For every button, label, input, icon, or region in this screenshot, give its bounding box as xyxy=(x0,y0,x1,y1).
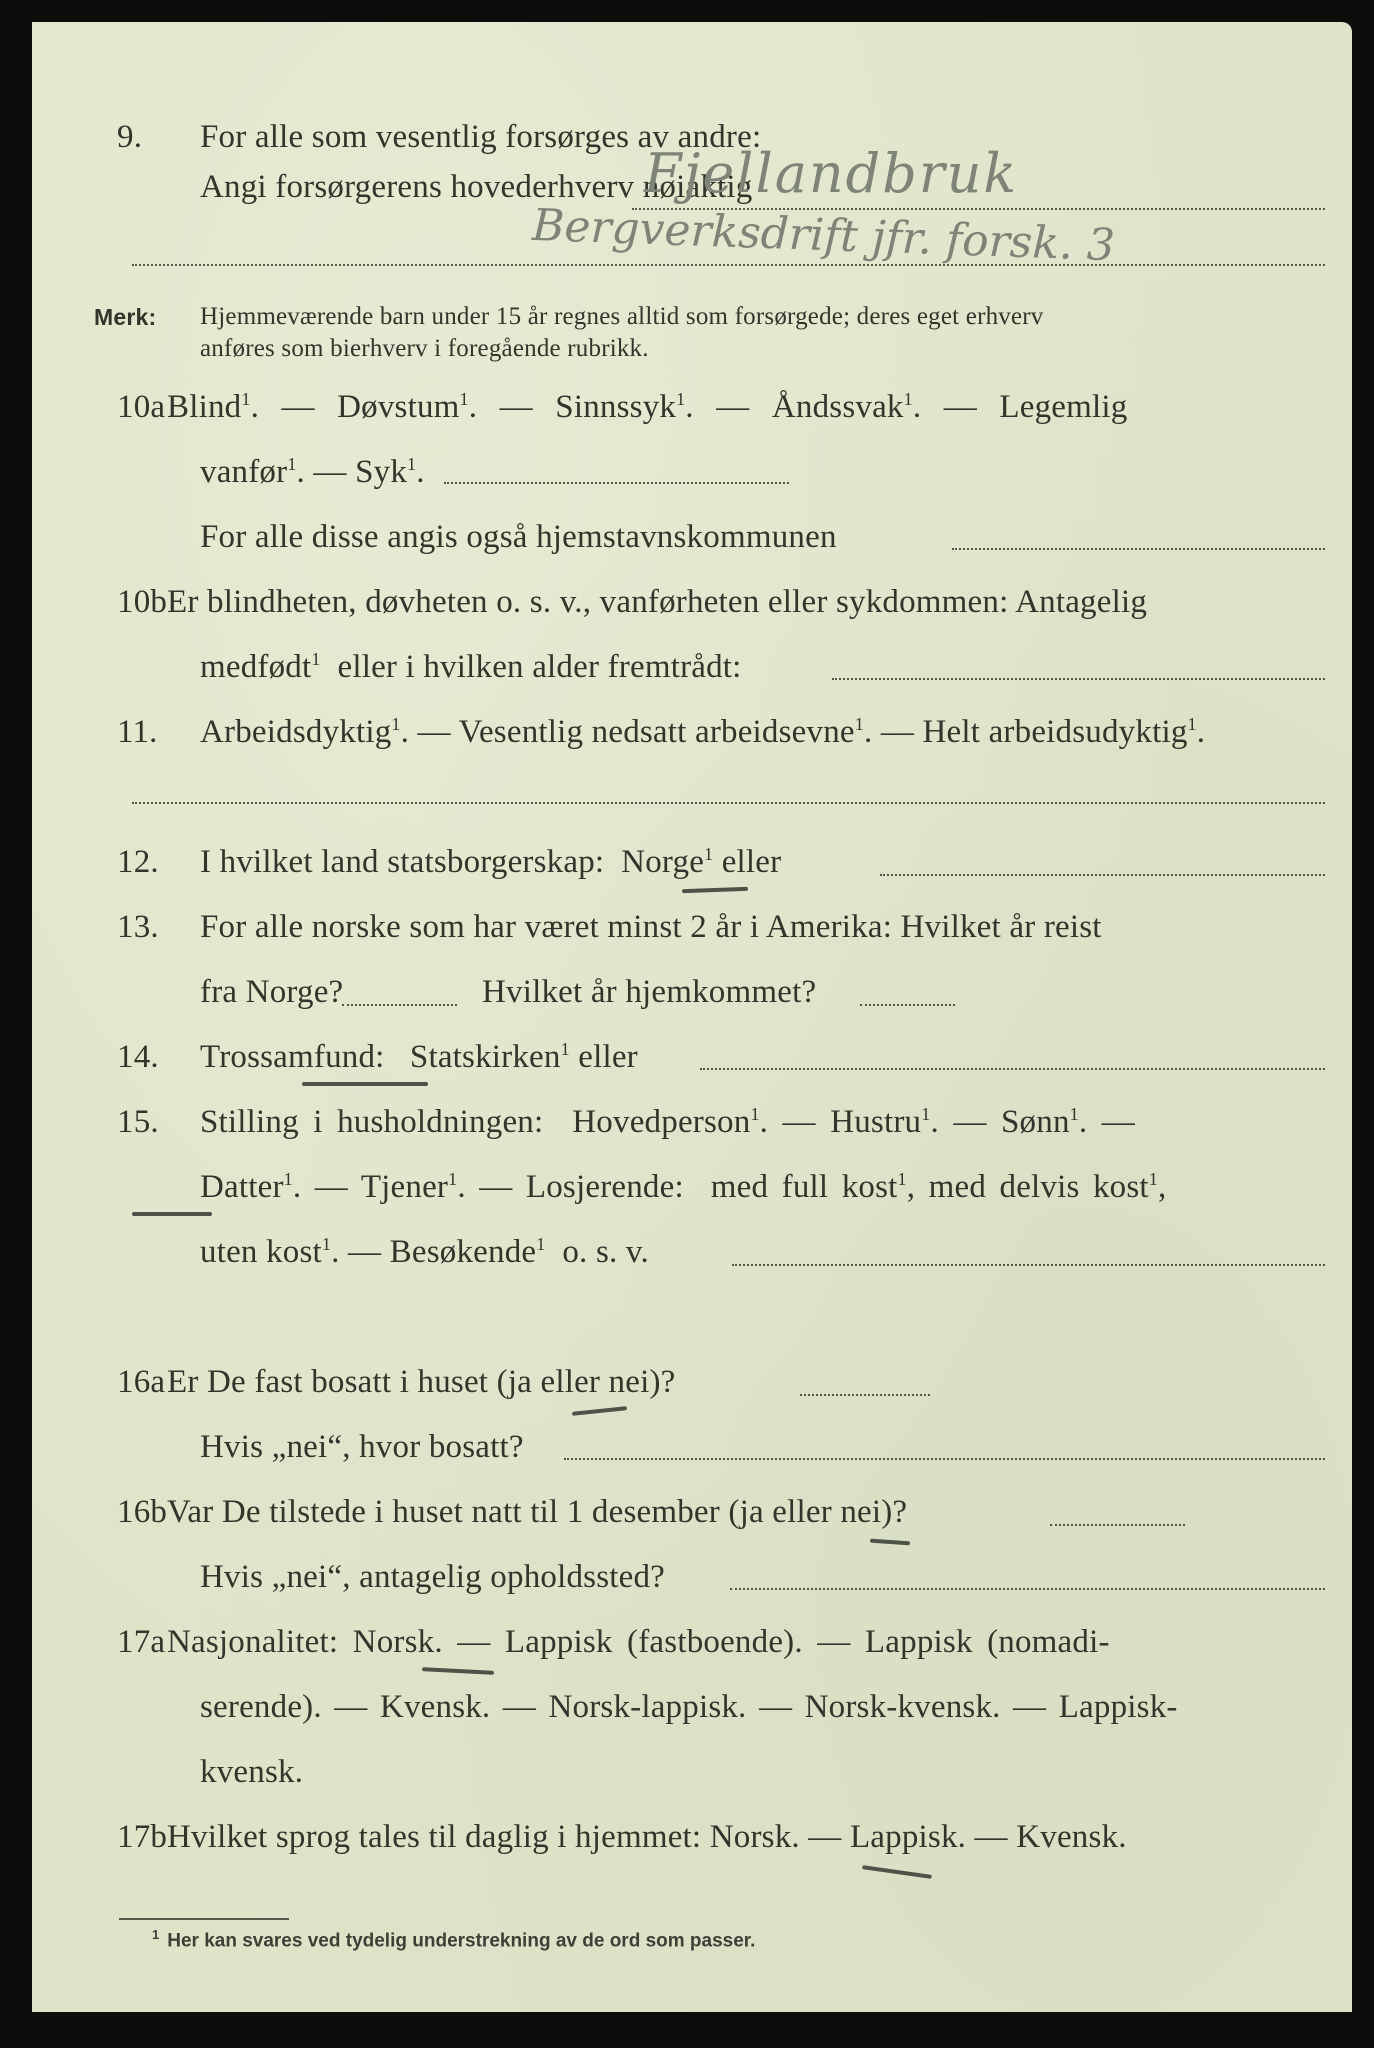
pencil-underline xyxy=(682,887,748,893)
pencil-underline xyxy=(302,1082,428,1086)
footnote-divider xyxy=(119,1918,289,1920)
question-text: Er blindheten, døvheten o. s. v., vanførheten eller sykdommen: Antagelig xyxy=(167,584,1148,620)
question-text: Hvis „nei“, hvor bosatt? xyxy=(200,1429,524,1465)
question-text: vanfør$^1$. — Syk$^1$. xyxy=(200,454,425,490)
answer-line[interactable] xyxy=(952,548,1325,550)
pencil-underline xyxy=(422,1667,494,1675)
answer-line[interactable] xyxy=(800,1394,930,1396)
note-text: Hjemmeværende barn under 15 år regnes alltid som forsørgede; deres eget erhverv xyxy=(200,303,1044,330)
question-text: fra Norge? xyxy=(200,974,344,1010)
question-text: I hvilket land statsborgerskap: Norge$^1$ eller xyxy=(200,844,782,880)
census-form-page xyxy=(32,22,1352,2012)
question-number: 10a xyxy=(117,389,166,425)
question-text: Hvilket år hjemkommet? xyxy=(482,974,817,1010)
question-text: Datter$^1$. — Tjener$^1$. — Losjerende: med full kost$^1$, med delvis kost$^1$, xyxy=(200,1169,1167,1205)
question-text: serende). — Kvensk. — Norsk-lappisk. — Norsk-kvensk. — Lappisk- xyxy=(200,1689,1178,1725)
answer-line[interactable] xyxy=(1050,1524,1185,1526)
answer-line[interactable] xyxy=(860,1004,955,1006)
question-text: For alle norske som har været minst 2 år i Amerika: Hvilket år reist xyxy=(200,909,1102,945)
handwritten-answer: Fjellandbruk xyxy=(644,142,1019,205)
question-number: 11. xyxy=(117,714,158,750)
question-number: 10b xyxy=(117,584,168,620)
question-number: 12. xyxy=(117,844,159,880)
note-label: Merk: xyxy=(94,304,157,330)
answer-line[interactable] xyxy=(880,874,1325,876)
question-text: Var De tilstede i huset natt til 1 desember (ja eller nei)? xyxy=(167,1494,908,1530)
question-text: Blind$^1$. — Døvstum$^1$. — Sinnssyk$^1$. — Åndssvak$^1$. — Legemlig xyxy=(167,389,1128,425)
question-text: Angi forsørgerens hovederhverv nøiaktig xyxy=(200,169,753,205)
question-text: Hvis „nei“, antagelig opholdssted? xyxy=(200,1559,666,1595)
question-text: Trossamfund: Statskirken$^1$ eller xyxy=(200,1039,638,1075)
question-text: uten kost$^1$. — Besøkende$^1$ o. s. v. xyxy=(200,1234,649,1270)
handwritten-answer: Bergverksdrift jfr. forsk. 3 xyxy=(531,199,1116,272)
question-number: 13. xyxy=(117,909,159,945)
answer-line[interactable] xyxy=(730,1588,1325,1590)
pencil-underline xyxy=(572,1406,627,1416)
question-number: 16b xyxy=(117,1494,168,1530)
question-text: medfødt$^1$ eller i hvilken alder fremtrådt: xyxy=(200,649,742,685)
question-number: 17b xyxy=(117,1819,168,1855)
question-number: 15. xyxy=(117,1104,159,1140)
question-text: Er De fast bosatt i huset (ja eller nei)? xyxy=(167,1364,676,1400)
question-number: 16a xyxy=(117,1364,166,1400)
answer-line[interactable] xyxy=(444,482,789,484)
answer-line[interactable] xyxy=(732,1264,1325,1266)
footnote-marker: 1 xyxy=(152,1927,160,1942)
question-number: 14. xyxy=(117,1039,159,1075)
question-text: Stilling i husholdningen: Hovedperson$^1$. — Hustru$^1$. — Sønn$^1$. — xyxy=(200,1104,1135,1140)
pencil-underline xyxy=(870,1539,910,1546)
question-number: 17a xyxy=(117,1624,166,1660)
question-text: kvensk. xyxy=(200,1754,304,1790)
answer-line[interactable] xyxy=(700,1068,1325,1070)
note-text: anføres som bierhverv i foregående rubrikk. xyxy=(200,335,649,362)
footnote-text: Her kan svares ved tydelig understrekning av de ord som passer. xyxy=(167,1930,756,1952)
answer-line[interactable] xyxy=(564,1458,1325,1460)
question-number: 9. xyxy=(117,119,143,155)
answer-line[interactable] xyxy=(132,264,1325,266)
question-text: Nasjonalitet: Norsk. — Lappisk (fastboende). — Lappisk (nomadi- xyxy=(167,1624,1110,1660)
pencil-underline xyxy=(862,1865,932,1879)
question-text: For alle disse angis også hjemstavnskommunen xyxy=(200,519,837,555)
question-text: For alle som vesentlig forsørges av andre: xyxy=(200,119,762,155)
question-text: Hvilket sprog tales til daglig i hjemmet: Norsk. — Lappisk. — Kvensk. xyxy=(167,1819,1127,1855)
footnote xyxy=(152,1927,755,1952)
pencil-underline xyxy=(132,1212,212,1216)
question-text: Arbeidsdyktig$^1$. — Vesentlig nedsatt arbeidsevne$^1$. — Helt arbeidsudyktig$^1$. xyxy=(200,714,1206,750)
answer-line[interactable] xyxy=(342,1004,457,1006)
answer-line[interactable] xyxy=(832,678,1325,680)
answer-line[interactable] xyxy=(132,802,1325,804)
